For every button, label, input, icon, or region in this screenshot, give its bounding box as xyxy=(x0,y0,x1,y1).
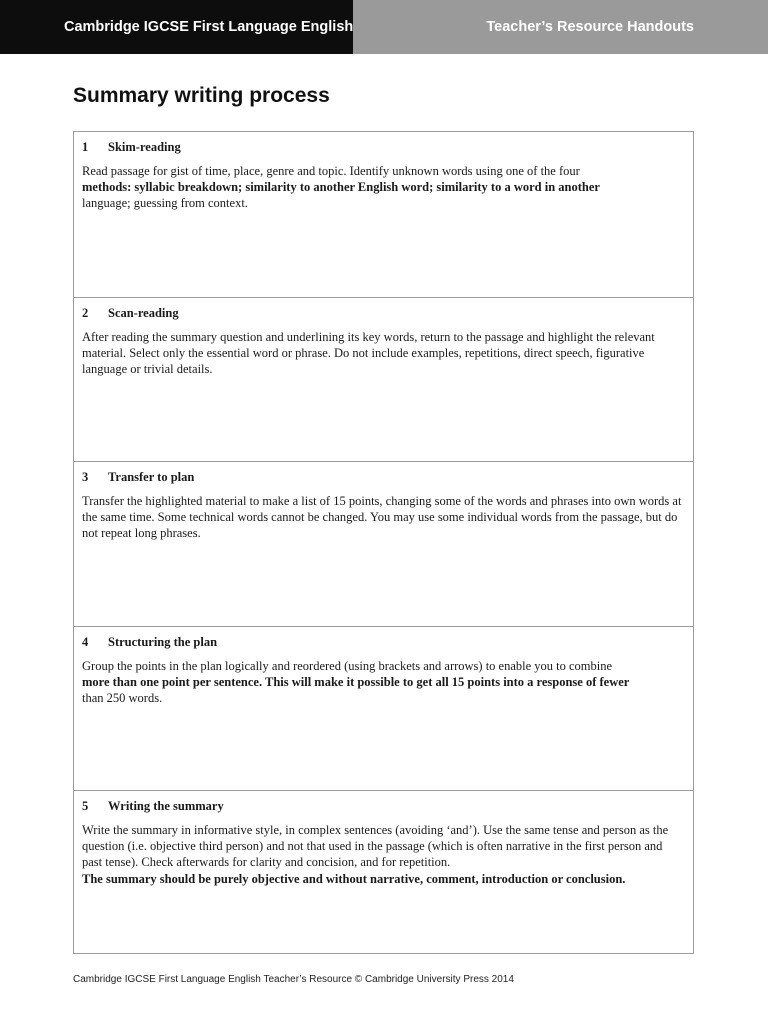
step-text: Write the summary in informative style, in complex sentences (avoiding ‘and’). Use the same tense and person as the question (i.e. objective third person) and not that used in the passage (which is often narrative in the first person and past tense). Check afterwards for clarity and concision, and for repetition. xyxy=(82,823,669,870)
step-number: 1 xyxy=(82,140,89,154)
step-structuring-the-plan xyxy=(74,626,693,790)
header-section-title: Teacher’s Resource Handouts xyxy=(353,0,768,54)
step-description xyxy=(82,163,683,212)
step-skim-reading xyxy=(74,132,693,297)
steps-table xyxy=(73,131,694,954)
step-writing-the-summary xyxy=(74,790,693,952)
step-text: Read passage for gist of time, place, genre and topic. Identify unknown words using one of the four xyxy=(82,164,580,178)
step-description xyxy=(82,658,683,707)
step-text: Transfer the highlighted material to make a list of 15 points, changing some of the words and phrases into own words at the same time. Some technical words cannot be changed. You may use some individual words from the passage, but do not repeat long phrases. xyxy=(82,494,682,541)
page-title: Summary writing process xyxy=(73,84,330,107)
step-text-tail: than 250 words. xyxy=(82,691,163,706)
step-text-bold: methods: syllabic breakdown; similarity to another English word; similarity to a word in another xyxy=(82,180,600,195)
step-text-tail: language; guessing from context. xyxy=(82,196,248,211)
copyright-footer: Cambridge IGCSE First Language English Teacher’s Resource © Cambridge University Press 2014 xyxy=(73,974,514,985)
step-scan-reading xyxy=(74,297,693,461)
step-description xyxy=(82,329,683,378)
step-number: 2 xyxy=(82,306,89,320)
step-heading xyxy=(82,306,683,321)
step-number: 4 xyxy=(82,635,89,649)
step-heading xyxy=(82,140,683,155)
step-title: Structuring the plan xyxy=(108,635,218,649)
step-transfer-to-plan xyxy=(74,461,693,626)
step-description xyxy=(82,493,683,542)
step-text: After reading the summary question and underlining its key words, return to the passage and highlight the relevant material. Select only the essential word or phrase. Do not include examples, repetitions, direct speech, figurative language or trivial details. xyxy=(82,330,655,377)
step-number: 5 xyxy=(82,799,89,813)
step-text-bold: more than one point per sentence. This will make it possible to get all 15 points into a response of fewer xyxy=(82,675,630,690)
page-header xyxy=(0,0,768,54)
step-text: Group the points in the plan logically and reordered (using brackets and arrows) to enable you to combine xyxy=(82,659,613,673)
step-title: Writing the summary xyxy=(108,799,224,813)
header-course-title: Cambridge IGCSE First Language English xyxy=(0,0,353,54)
step-title: Scan-reading xyxy=(108,306,179,320)
step-heading xyxy=(82,635,683,650)
step-title: Transfer to plan xyxy=(108,470,195,484)
step-title: Skim-reading xyxy=(108,140,181,154)
step-heading xyxy=(82,470,683,485)
step-text-bold: The summary should be purely objective and without narrative, comment, introduction or conclusion. xyxy=(82,871,626,886)
step-description xyxy=(82,822,683,887)
step-heading xyxy=(82,799,683,814)
step-number: 3 xyxy=(82,470,89,484)
